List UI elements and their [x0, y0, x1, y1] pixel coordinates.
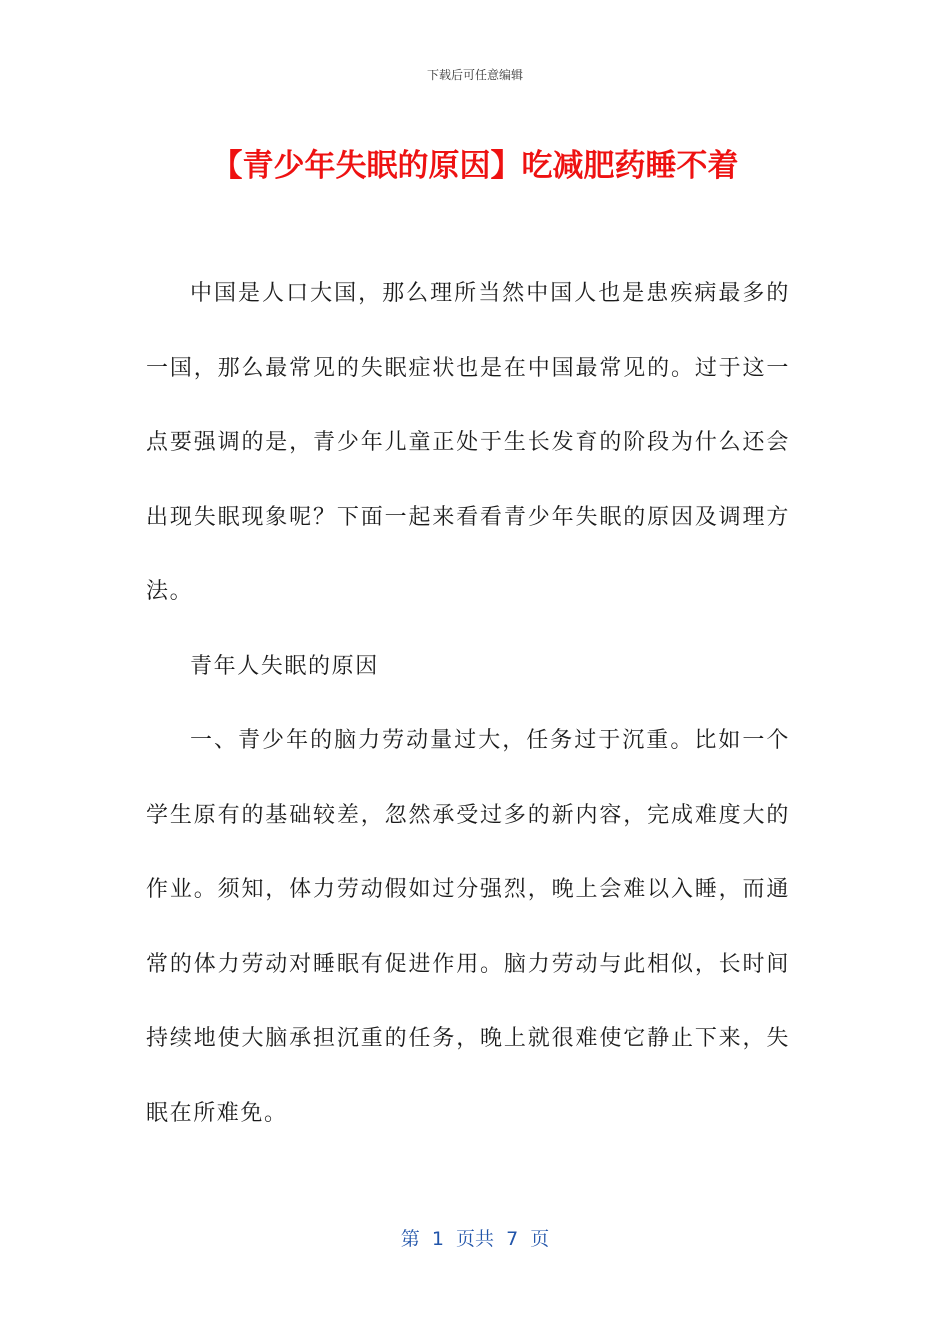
- paragraph-section-heading: 青年人失眠的原因: [190, 653, 379, 679]
- paragraph-intro: 中国是人口大国，那么理所当然中国人也是患疾病最多的一国，那么最常见的失眠症状也是在中国最常见的。过于这一点要强调的是，青少年儿童正处于生长发育的阶段为什么还会出现失眠现象呢？下面一起来看看青少年失眠的原因及调理方法。: [146, 281, 790, 604]
- document-body: [146, 257, 790, 1151]
- paragraph-reason-one: 一、青少年的脑力劳动量过大，任务过于沉重。比如一个学生原有的基础较差，忽然承受过多的新内容，完成难度大的作业。须知，体力劳动假如过分强烈，晚上会难以入睡，而通常的体力劳动对睡眠有促进作用。脑力劳动与此相似，长时间持续地使大脑承担沉重的任务，晚上就很难使它静止下来，失眠在所难免。: [146, 728, 790, 1126]
- document-title: 【青少年失眠的原因】吃减肥药睡不着: [211, 148, 739, 184]
- page-number-footer: 第 1 页共 7 页: [400, 1228, 550, 1250]
- header-note: 下载后可任意编辑: [426, 68, 523, 82]
